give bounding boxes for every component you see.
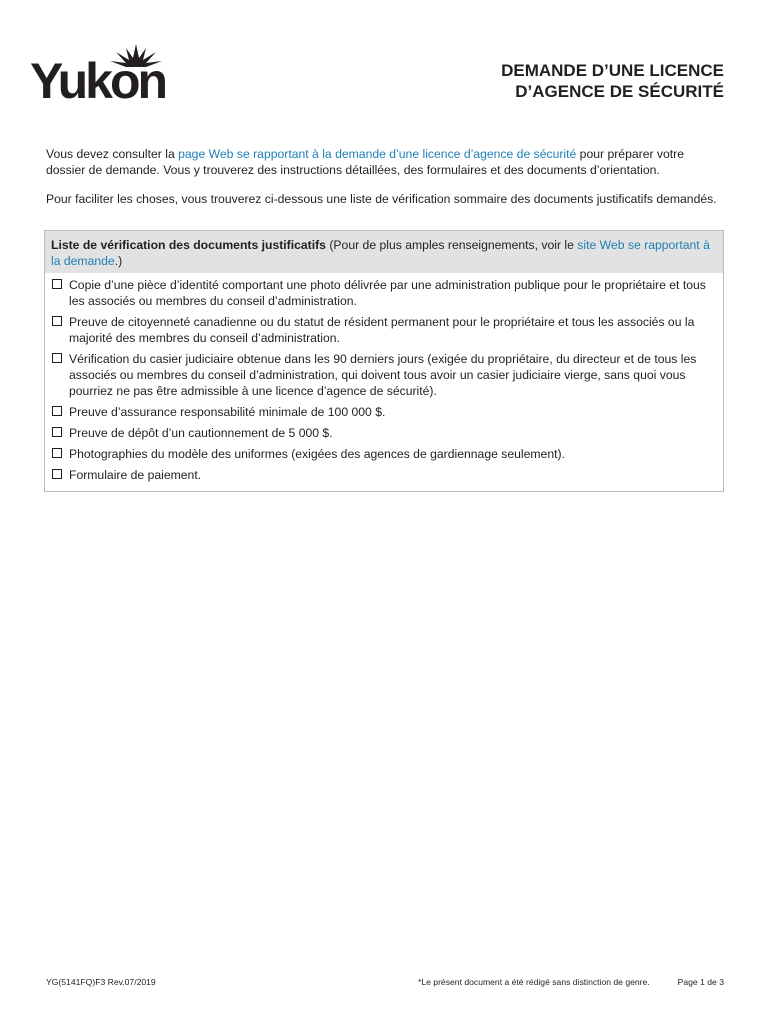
logo-wordmark: Yukon xyxy=(30,53,166,109)
intro-text: pour préparer votre dossier de demande. Vous y trouverez des instructions détaillées, des formulaires et des documents d’orientation. xyxy=(46,147,685,177)
yukon-logo xyxy=(30,44,172,109)
checklist-item-label: Photographies du modèle des uniformes (exigées des agences de gardiennage seulement). xyxy=(69,447,565,461)
footer-page-number: Page 1 de 3 xyxy=(677,977,724,987)
checklist-items xyxy=(45,273,723,491)
checkbox[interactable] xyxy=(52,406,62,416)
intro-paragraph-2: Pour faciliter les choses, vous trouverez ci-dessous une liste de vérification sommaire des documents justificatifs demandés. xyxy=(46,192,717,206)
checklist-item-payment xyxy=(51,467,717,483)
checklist-item-citizenship xyxy=(51,314,717,346)
checklist-item-label: Formulaire de paiement. xyxy=(69,468,202,482)
footer-note: *Le présent document a été rédigé sans distinction de genre. xyxy=(418,977,650,987)
checklist-item-id xyxy=(51,277,717,309)
checklist-item-label: Preuve de citoyenneté canadienne ou du statut de résident permanent pour le propriétaire et tous les associés ou la majorité des membres du conseil d’administration. xyxy=(69,315,695,345)
intro-text: Vous devez consulter la xyxy=(46,147,179,161)
checklist-heading-end: .) xyxy=(114,254,123,268)
checklist-heading-title: Liste de vérification des documents justificatifs xyxy=(51,238,326,252)
checkbox[interactable] xyxy=(52,448,62,458)
intro-section xyxy=(46,146,726,220)
checkbox[interactable] xyxy=(52,353,62,363)
checklist-item-label: Vérification du casier judiciaire obtenue dans les 90 derniers jours (exigée du propriétaire, du directeur et de tous les associés ou membres du conseil d’administration, qui doivent tous avoir un casier judiciaire vierge, sans quoi vous pourriez ne pas être admissible à une licence d’agence de sécurité). xyxy=(69,352,697,398)
checklist-website-link[interactable]: site Web se rapportant à la demande xyxy=(51,238,710,268)
intro-paragraph-1 xyxy=(46,146,726,178)
footer-form-id: YG(5141FQ)F3 Rev.07/2019 xyxy=(46,977,156,987)
title-line-2: D’AGENCE DE SÉCURITÉ xyxy=(515,82,724,101)
title-line-1: DEMANDE D’UNE LICENCE xyxy=(501,61,724,80)
checklist-item-insurance xyxy=(51,404,717,420)
checkbox[interactable] xyxy=(52,469,62,479)
application-webpage-link[interactable]: page Web se rapportant à la demande d’une licence d’agence de sécurité xyxy=(178,147,577,161)
checklist-item-label: Preuve d’assurance responsabilité minimale de 100 000 $. xyxy=(69,405,386,419)
checklist-item-uniforms xyxy=(51,446,717,462)
checklist-item-label: Preuve de dépôt d’un cautionnement de 5 000 $. xyxy=(69,426,333,440)
page-title xyxy=(501,60,724,102)
checklist-heading-text: (Pour de plus amples renseignements, voir le xyxy=(325,238,578,252)
checkbox[interactable] xyxy=(52,316,62,326)
checklist-item-criminal-record xyxy=(51,351,717,399)
checklist-box xyxy=(44,230,724,492)
checkbox[interactable] xyxy=(52,279,62,289)
checkbox[interactable] xyxy=(52,427,62,437)
checklist-heading xyxy=(45,231,723,273)
checklist-item-label: Copie d’une pièce d’identité comportant une photo délivrée par une administration publique pour le propriétaire et tous les associés ou membres du conseil d’administration. xyxy=(69,278,706,308)
checklist-item-bond xyxy=(51,425,717,441)
